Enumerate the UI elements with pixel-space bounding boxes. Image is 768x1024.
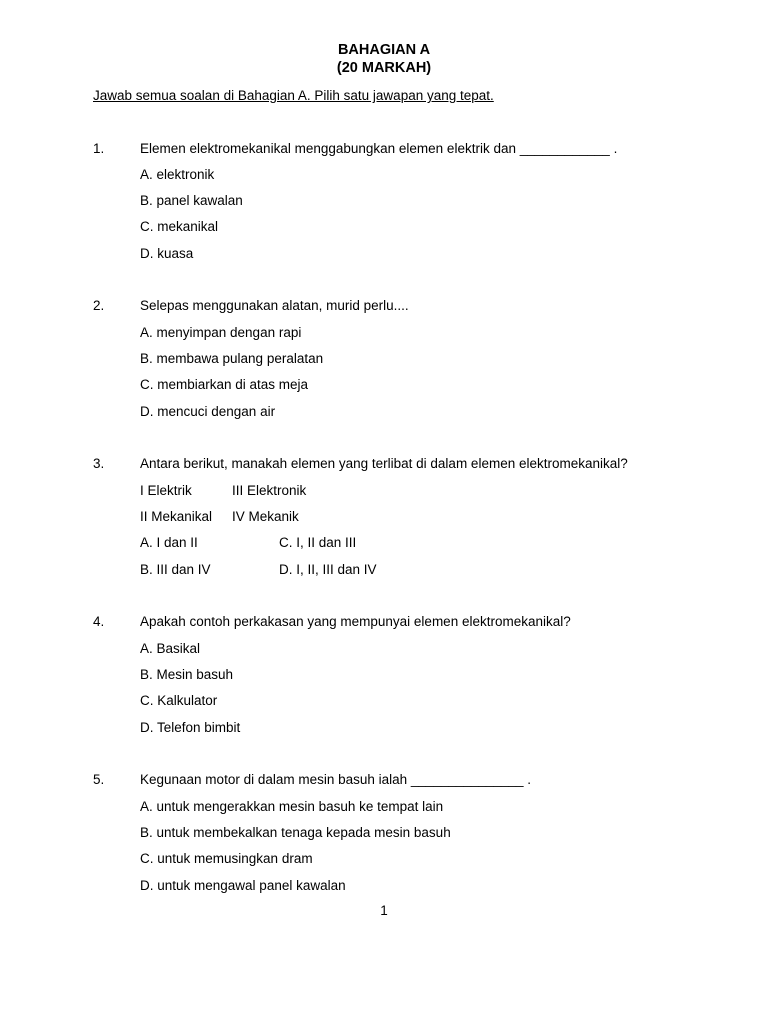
statement-i: I Elektrik bbox=[140, 483, 192, 498]
statement-ii: II Mekanikal bbox=[140, 509, 213, 524]
page-number: 1 bbox=[380, 903, 388, 918]
option-c: C. Kalkulator bbox=[140, 693, 218, 708]
option-b: B. membawa pulang peralatan bbox=[140, 351, 324, 366]
option-a: A. untuk mengerakkan mesin basuh ke tempat lain bbox=[140, 799, 444, 814]
option-a: A. menyimpan dengan rapi bbox=[140, 325, 302, 340]
question-text: Elemen elektromekanikal menggabungkan elemen elektrik dan ____________ . bbox=[140, 141, 618, 156]
option-d: D. kuasa bbox=[140, 246, 194, 261]
option-d: D. I, II, III dan IV bbox=[279, 562, 377, 577]
option-d: D. untuk mengawal panel kawalan bbox=[140, 878, 346, 893]
question-text: Apakah contoh perkakasan yang mempunyai elemen elektromekanikal? bbox=[140, 614, 571, 629]
option-c: C. I, II dan III bbox=[279, 535, 357, 550]
section-title: BAHAGIAN A bbox=[337, 42, 431, 58]
question-number: 4. bbox=[93, 614, 105, 629]
option-b: B. untuk membekalkan tenaga kepada mesin basuh bbox=[140, 825, 451, 840]
option-a: A. Basikal bbox=[140, 641, 201, 656]
section-marks: (20 MARKAH) bbox=[336, 60, 432, 76]
option-c: C. mekanikal bbox=[140, 219, 219, 234]
question-text: Kegunaan motor di dalam mesin basuh ialah _______________ . bbox=[140, 772, 532, 787]
question-number: 5. bbox=[93, 772, 105, 787]
question-text: Selepas menggunakan alatan, murid perlu.... bbox=[140, 298, 409, 313]
question-number: 1. bbox=[93, 141, 105, 156]
option-b: B. Mesin basuh bbox=[140, 667, 234, 682]
question-number: 2. bbox=[93, 298, 105, 313]
option-c: C. untuk memusingkan dram bbox=[140, 851, 313, 866]
statement-iii: III Elektronik bbox=[232, 483, 307, 498]
question-text: Antara berikut, manakah elemen yang terlibat di dalam elemen elektromekanikal? bbox=[140, 456, 628, 471]
option-d: D. mencuci dengan air bbox=[140, 404, 276, 419]
option-c: C. membiarkan di atas meja bbox=[140, 377, 309, 392]
statement-iv: IV Mekanik bbox=[232, 509, 299, 524]
option-a: A. I dan II bbox=[140, 535, 198, 550]
option-b: B. III dan IV bbox=[140, 562, 211, 577]
option-a: A. elektronik bbox=[140, 167, 215, 182]
option-b: B. panel kawalan bbox=[140, 193, 243, 208]
option-d: D. Telefon bimbit bbox=[140, 720, 241, 735]
instruction-text: Jawab semua soalan di Bahagian A. Pilih satu jawapan yang tepat. bbox=[93, 88, 494, 103]
question-number: 3. bbox=[93, 456, 105, 471]
